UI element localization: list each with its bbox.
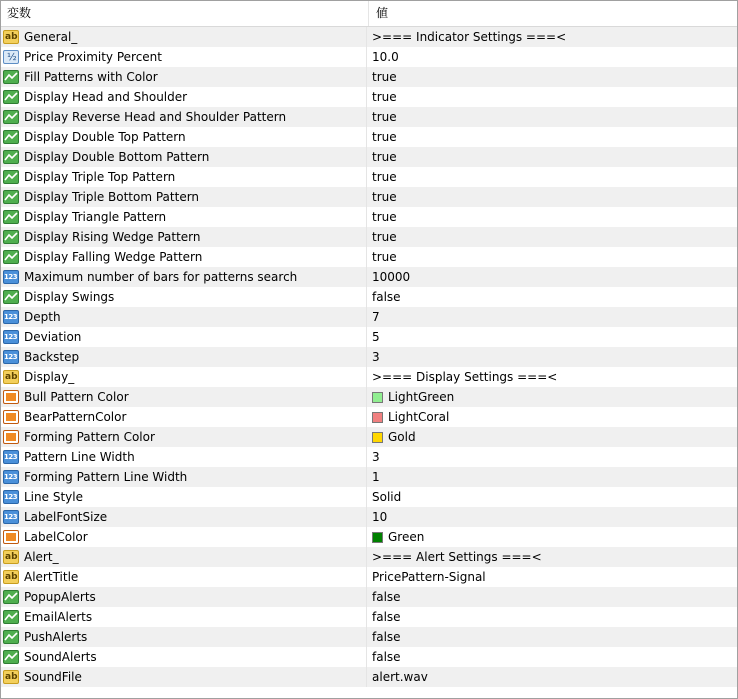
color-swatch [372, 432, 383, 443]
parameter-name: Deviation [24, 330, 82, 344]
parameter-name-cell[interactable] [1, 407, 367, 427]
boolean-type-icon [3, 610, 19, 624]
boolean-type-icon [3, 170, 19, 184]
parameter-name: Display Triple Top Pattern [24, 170, 176, 184]
color-type-icon [3, 430, 19, 444]
parameter-name: Display Triangle Pattern [24, 210, 167, 224]
parameter-value-cell[interactable] [367, 667, 737, 687]
parameter-value-cell[interactable] [367, 167, 737, 187]
parameter-name-cell[interactable] [1, 247, 367, 267]
integer-type-icon [3, 350, 19, 364]
parameter-row[interactable] [1, 27, 737, 47]
parameter-row[interactable] [1, 167, 737, 187]
parameter-value-cell[interactable] [367, 367, 737, 387]
parameter-value: true [372, 90, 397, 104]
boolean-type-icon [3, 210, 19, 224]
parameter-value-cell[interactable] [367, 467, 737, 487]
parameter-name-cell[interactable] [1, 267, 367, 287]
parameter-value: LightGreen [388, 390, 455, 404]
parameter-name-cell[interactable] [1, 527, 367, 547]
integer-type-icon [3, 510, 19, 524]
parameter-name: AlertTitle [24, 570, 79, 584]
parameter-value: false [372, 650, 401, 664]
parameter-value: 10000 [372, 270, 411, 284]
parameter-value: true [372, 250, 397, 264]
parameter-value: true [372, 210, 397, 224]
parameter-value-cell[interactable] [367, 607, 737, 627]
parameter-name-cell[interactable] [1, 167, 367, 187]
integer-type-icon [3, 310, 19, 324]
parameter-name-cell[interactable] [1, 547, 367, 567]
parameter-name: LabelFontSize [24, 510, 108, 524]
parameter-name-cell[interactable] [1, 607, 367, 627]
parameter-value: >=== Indicator Settings ===< [372, 30, 567, 44]
value-column-header[interactable]: 値 [376, 6, 389, 20]
variable-column-header[interactable]: 変数 [1, 1, 369, 26]
parameter-row[interactable] [1, 347, 737, 367]
parameter-value: >=== Alert Settings ===< [372, 550, 542, 564]
integer-type-icon [3, 490, 19, 504]
parameter-value: Green [388, 530, 425, 544]
parameter-name-cell[interactable] [1, 227, 367, 247]
parameter-value-cell[interactable] [367, 87, 737, 107]
parameter-row[interactable] [1, 227, 737, 247]
parameter-name: Depth [24, 310, 61, 324]
parameter-row[interactable] [1, 67, 737, 87]
parameter-row[interactable] [1, 107, 737, 127]
parameter-row[interactable] [1, 387, 737, 407]
parameter-value-cell[interactable] [367, 647, 737, 667]
parameter-row[interactable] [1, 267, 737, 287]
parameter-value: true [372, 230, 397, 244]
parameter-value-cell[interactable] [367, 247, 737, 267]
parameter-value-cell[interactable] [367, 627, 737, 647]
parameter-rows [1, 27, 737, 687]
parameter-value: false [372, 630, 401, 644]
parameter-name-cell[interactable] [1, 427, 367, 447]
parameter-name-cell[interactable] [1, 147, 367, 167]
string-type-icon [3, 670, 19, 684]
parameter-name: Display Triple Bottom Pattern [24, 190, 200, 204]
parameter-value: 3 [372, 450, 380, 464]
parameter-name-cell[interactable] [1, 27, 367, 47]
parameter-value-cell[interactable] [367, 407, 737, 427]
integer-type-icon [3, 330, 19, 344]
parameter-name-cell[interactable] [1, 307, 367, 327]
parameter-row[interactable] [1, 287, 737, 307]
parameter-name: Display Reverse Head and Shoulder Pattern [24, 110, 287, 124]
parameter-name: LabelColor [24, 530, 88, 544]
color-type-icon [3, 390, 19, 404]
parameter-name: Display Rising Wedge Pattern [24, 230, 201, 244]
boolean-type-icon [3, 70, 19, 84]
parameter-name-cell[interactable] [1, 187, 367, 207]
integer-type-icon [3, 450, 19, 464]
parameter-row[interactable] [1, 507, 737, 527]
parameter-name-cell[interactable] [1, 667, 367, 687]
parameter-row[interactable] [1, 487, 737, 507]
parameter-value: 5 [372, 330, 380, 344]
parameter-name-cell[interactable] [1, 67, 367, 87]
parameter-name-cell[interactable] [1, 327, 367, 347]
parameter-row[interactable] [1, 567, 737, 587]
string-type-icon [3, 370, 19, 384]
parameter-value-cell[interactable] [367, 47, 737, 67]
parameter-row[interactable] [1, 527, 737, 547]
parameter-value-cell[interactable] [367, 487, 737, 507]
boolean-type-icon [3, 110, 19, 124]
parameter-name-cell[interactable] [1, 87, 367, 107]
parameter-row[interactable] [1, 47, 737, 67]
parameter-row[interactable] [1, 667, 737, 687]
parameter-name: PopupAlerts [24, 590, 96, 604]
parameter-value-cell[interactable] [367, 387, 737, 407]
parameter-value-cell[interactable] [367, 307, 737, 327]
parameter-name: Forming Pattern Line Width [24, 470, 188, 484]
parameter-row[interactable] [1, 147, 737, 167]
parameter-value-cell[interactable] [367, 27, 737, 47]
parameter-row[interactable] [1, 87, 737, 107]
color-swatch [372, 392, 383, 403]
boolean-type-icon [3, 90, 19, 104]
parameter-value: false [372, 590, 401, 604]
parameter-name-cell[interactable] [1, 567, 367, 587]
parameter-name: Display Double Bottom Pattern [24, 150, 210, 164]
parameter-name: Line Style [24, 490, 83, 504]
parameter-value: true [372, 170, 397, 184]
parameter-value: false [372, 610, 401, 624]
parameter-name: Forming Pattern Color [24, 430, 155, 444]
parameter-name: SoundAlerts [24, 650, 97, 664]
parameter-name: Fill Patterns with Color [24, 70, 158, 84]
parameter-value: 7 [372, 310, 380, 324]
parameter-name: BearPatternColor [24, 410, 127, 424]
parameter-value: false [372, 290, 401, 304]
parameter-name-cell[interactable] [1, 367, 367, 387]
parameter-value: 10.0 [372, 50, 399, 64]
parameter-name-cell[interactable] [1, 627, 367, 647]
parameter-value-cell[interactable] [367, 527, 737, 547]
parameter-value-cell[interactable] [367, 267, 737, 287]
string-type-icon [3, 570, 19, 584]
string-type-icon [3, 30, 19, 44]
parameter-name-cell[interactable] [1, 467, 367, 487]
integer-type-icon [3, 270, 19, 284]
parameter-name-cell[interactable] [1, 127, 367, 147]
parameter-value-cell[interactable] [367, 107, 737, 127]
parameter-name: Display_ [24, 370, 75, 384]
parameter-row[interactable] [1, 407, 737, 427]
color-type-icon [3, 410, 19, 424]
parameter-row[interactable] [1, 327, 737, 347]
parameter-name-cell[interactable] [1, 287, 367, 307]
parameter-value: 1 [372, 470, 380, 484]
color-type-icon [3, 530, 19, 544]
parameter-value: true [372, 110, 397, 124]
parameter-row[interactable] [1, 307, 737, 327]
string-type-icon [3, 550, 19, 564]
parameter-row[interactable] [1, 627, 737, 647]
color-swatch [372, 532, 383, 543]
parameter-value: true [372, 130, 397, 144]
parameter-value-cell[interactable] [367, 447, 737, 467]
parameter-value-cell[interactable] [367, 587, 737, 607]
parameter-name-cell[interactable] [1, 107, 367, 127]
parameter-value: true [372, 190, 397, 204]
parameter-name-cell[interactable] [1, 47, 367, 67]
parameter-value-cell[interactable] [367, 507, 737, 527]
parameter-row[interactable] [1, 547, 737, 567]
parameter-value-cell[interactable] [367, 227, 737, 247]
parameter-row[interactable] [1, 127, 737, 147]
parameter-name: Display Head and Shoulder [24, 90, 188, 104]
parameter-value-cell[interactable] [367, 67, 737, 87]
parameter-value: Gold [388, 430, 416, 444]
boolean-type-icon [3, 250, 19, 264]
parameter-name: Display Double Top Pattern [24, 130, 186, 144]
parameter-name: Pattern Line Width [24, 450, 135, 464]
double-type-icon [3, 50, 19, 64]
boolean-type-icon [3, 650, 19, 664]
color-swatch [372, 412, 383, 423]
parameter-value-cell[interactable] [367, 347, 737, 367]
parameter-row[interactable] [1, 207, 737, 227]
parameter-name-cell[interactable] [1, 507, 367, 527]
parameter-name: Display Falling Wedge Pattern [24, 250, 203, 264]
parameter-name: Maximum number of bars for patterns search [24, 270, 298, 284]
parameter-value: >=== Display Settings ===< [372, 370, 558, 384]
grid-header [1, 1, 737, 27]
parameter-row[interactable] [1, 607, 737, 627]
parameter-row[interactable] [1, 647, 737, 667]
parameter-value-cell[interactable] [367, 207, 737, 227]
boolean-type-icon [3, 230, 19, 244]
parameter-name: SoundFile [24, 670, 82, 684]
parameter-value-cell[interactable] [367, 327, 737, 347]
parameter-name: Backstep [24, 350, 80, 364]
parameter-value-cell[interactable] [367, 127, 737, 147]
parameter-value: 10 [372, 510, 388, 524]
parameter-value-cell[interactable] [367, 427, 737, 447]
parameter-name-cell[interactable] [1, 447, 367, 467]
parameter-name: Price Proximity Percent [24, 50, 162, 64]
parameter-row[interactable] [1, 247, 737, 267]
integer-type-icon [3, 470, 19, 484]
parameter-name-cell[interactable] [1, 647, 367, 667]
parameter-value: alert.wav [372, 670, 428, 684]
parameter-value: true [372, 70, 397, 84]
boolean-type-icon [3, 590, 19, 604]
parameter-value: PricePattern-Signal [372, 570, 486, 584]
parameter-name-cell[interactable] [1, 207, 367, 227]
parameter-name-cell[interactable] [1, 387, 367, 407]
parameter-name-cell[interactable] [1, 347, 367, 367]
parameter-value: true [372, 150, 397, 164]
parameter-row[interactable] [1, 447, 737, 467]
parameter-name: Bull Pattern Color [24, 390, 129, 404]
parameter-value-cell[interactable] [367, 187, 737, 207]
parameter-name: EmailAlerts [24, 610, 93, 624]
parameter-value-cell[interactable] [367, 287, 737, 307]
parameter-row[interactable] [1, 467, 737, 487]
parameter-name-cell[interactable] [1, 487, 367, 507]
parameter-value: Solid [372, 490, 402, 504]
boolean-type-icon [3, 150, 19, 164]
parameter-value-cell[interactable] [367, 547, 737, 567]
boolean-type-icon [3, 290, 19, 304]
parameter-value: LightCoral [388, 410, 450, 424]
parameter-name: Display Swings [24, 290, 115, 304]
parameter-name: PushAlerts [24, 630, 88, 644]
parameter-value-cell[interactable] [367, 567, 737, 587]
parameter-name: General_ [24, 30, 78, 44]
boolean-type-icon [3, 190, 19, 204]
parameter-row[interactable] [1, 187, 737, 207]
parameter-row[interactable] [1, 427, 737, 447]
parameter-name-cell[interactable] [1, 587, 367, 607]
parameter-value-cell[interactable] [367, 147, 737, 167]
boolean-type-icon [3, 630, 19, 644]
boolean-type-icon [3, 130, 19, 144]
parameter-value: 3 [372, 350, 380, 364]
parameter-row[interactable] [1, 367, 737, 387]
parameter-row[interactable] [1, 587, 737, 607]
parameter-name: Alert_ [24, 550, 59, 564]
